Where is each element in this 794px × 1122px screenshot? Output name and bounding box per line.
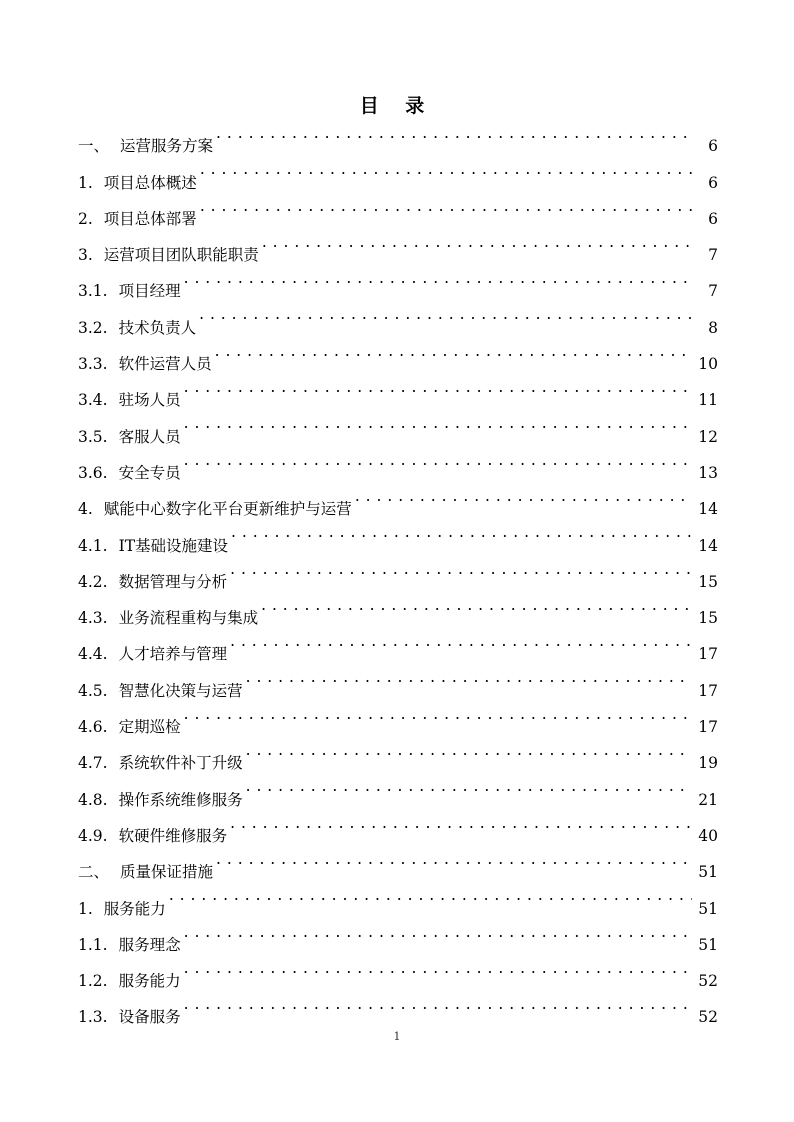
toc-entry-label: 服务理念 bbox=[118, 935, 181, 954]
toc-entry-page: 6 bbox=[708, 209, 718, 228]
toc-entry-label: 运营服务方案 bbox=[120, 137, 214, 156]
toc-entry-number: 1. bbox=[78, 173, 93, 192]
toc-dot-leader bbox=[231, 514, 692, 550]
toc-entry-label: 数据管理与分析 bbox=[118, 572, 228, 591]
toc-entry-number: 3.4. bbox=[78, 391, 108, 410]
toc-entry-label: IT基础设施建设 bbox=[118, 536, 229, 555]
toc-dot-leader bbox=[355, 478, 692, 514]
toc-entry-number: 3.5. bbox=[78, 427, 108, 446]
toc-entry-label: 服务能力 bbox=[118, 972, 181, 991]
toc-entry-number: 2. bbox=[78, 209, 93, 228]
toc-entry-page: 10 bbox=[698, 355, 718, 374]
toc-entry-page: 7 bbox=[708, 282, 718, 301]
toc-dot-leader bbox=[230, 551, 692, 587]
toc-entry-label: 驻场人员 bbox=[118, 391, 181, 410]
toc-entry-page: 12 bbox=[698, 427, 718, 446]
table-of-contents bbox=[78, 115, 718, 1027]
toc-entry-page: 8 bbox=[708, 318, 718, 337]
toc-entry-number: 1. bbox=[78, 899, 93, 918]
toc-entry-number: 4.2. bbox=[78, 572, 108, 591]
toc-entry-label: 客服人员 bbox=[118, 427, 181, 446]
toc-dot-leader bbox=[199, 296, 692, 332]
toc-entry-page: 51 bbox=[698, 899, 718, 918]
toc-entry-page: 17 bbox=[698, 645, 718, 664]
toc-entry-number: 一、 bbox=[78, 137, 110, 156]
toc-dot-leader bbox=[184, 986, 692, 1022]
toc-entry-page: 51 bbox=[698, 863, 718, 882]
toc-entry-label: 操作系统维修服务 bbox=[118, 790, 243, 809]
toc-dot-leader bbox=[216, 115, 692, 151]
toc-entry-number: 4.8. bbox=[78, 790, 108, 809]
toc-entry-page: 13 bbox=[698, 463, 718, 482]
toc-entry-number: 3.2. bbox=[78, 318, 108, 337]
toc-dot-leader bbox=[184, 405, 692, 441]
toc-entry-number: 3.6. bbox=[78, 463, 108, 482]
toc-entry-number: 1.1. bbox=[78, 935, 108, 954]
toc-entry-number: 4.5. bbox=[78, 681, 108, 700]
toc-entry-label: 人才培养与管理 bbox=[118, 645, 228, 664]
toc-entry-number: 3. bbox=[78, 246, 93, 265]
toc-entry-number: 二、 bbox=[78, 863, 110, 882]
toc-entry-page: 40 bbox=[698, 826, 718, 845]
toc-entry-label: 赋能中心数字化平台更新维护与运营 bbox=[103, 500, 352, 519]
toc-entry-page: 15 bbox=[698, 572, 718, 591]
toc-entry-number: 1.3. bbox=[78, 1008, 108, 1027]
toc-dot-leader bbox=[184, 696, 692, 732]
toc-dot-leader bbox=[261, 587, 692, 623]
toc-entry-number: 4.9. bbox=[78, 826, 108, 845]
toc-entry-label: 服务能力 bbox=[103, 899, 166, 918]
toc-entry-number: 1.2. bbox=[78, 972, 108, 991]
toc-entry-label: 技术负责人 bbox=[118, 318, 197, 337]
toc-entry-number: 3.1. bbox=[78, 282, 108, 301]
toc-entry-page: 51 bbox=[698, 935, 718, 954]
toc-entry-number: 4.6. bbox=[78, 718, 108, 737]
toc-entry-page: 52 bbox=[698, 1008, 718, 1027]
toc-dot-leader bbox=[216, 841, 692, 877]
toc-entry-page: 6 bbox=[708, 173, 718, 192]
toc-dot-leader bbox=[184, 260, 692, 296]
toc-entry-label: 质量保证措施 bbox=[120, 863, 214, 882]
toc-entry-page: 17 bbox=[698, 718, 718, 737]
toc-entry-number: 4. bbox=[78, 500, 93, 519]
toc-entry-page: 21 bbox=[698, 790, 718, 809]
toc-dot-leader bbox=[184, 950, 692, 986]
toc-entry-page: 19 bbox=[698, 754, 718, 773]
toc-entry-number: 4.1. bbox=[78, 536, 108, 555]
toc-entry-label: 软硬件维修服务 bbox=[118, 826, 228, 845]
toc-entry-label: 系统软件补丁升级 bbox=[118, 754, 243, 773]
toc-entry[interactable] bbox=[78, 115, 718, 156]
toc-dot-leader bbox=[169, 877, 692, 913]
toc-dot-leader bbox=[262, 224, 692, 260]
toc-dot-leader bbox=[200, 188, 692, 224]
toc-entry[interactable] bbox=[78, 877, 718, 918]
toc-dot-leader bbox=[200, 151, 692, 187]
toc-entry-page: 7 bbox=[708, 246, 718, 265]
toc-title: 目 录 bbox=[359, 95, 435, 117]
toc-entry-label: 软件运营人员 bbox=[118, 355, 212, 374]
toc-entry-label: 安全专员 bbox=[118, 463, 181, 482]
toc-entry-page: 15 bbox=[698, 609, 718, 628]
toc-entry-page: 6 bbox=[708, 137, 718, 156]
toc-entry-number: 4.3. bbox=[78, 609, 108, 628]
toc-entry-page: 11 bbox=[698, 391, 718, 410]
toc-entry[interactable] bbox=[78, 914, 718, 954]
toc-dot-leader bbox=[215, 333, 692, 369]
toc-dot-leader bbox=[184, 914, 692, 950]
toc-entry-number: 3.3. bbox=[78, 355, 108, 374]
page-number: 1 bbox=[393, 1030, 401, 1043]
toc-entry-page: 14 bbox=[698, 500, 718, 519]
toc-entry-number: 4.4. bbox=[78, 645, 108, 664]
toc-entry-label: 智慧化决策与运营 bbox=[118, 681, 243, 700]
toc-entry-number: 4.7. bbox=[78, 754, 108, 773]
toc-entry-page: 17 bbox=[698, 681, 718, 700]
toc-dot-leader bbox=[230, 805, 692, 841]
toc-entry-label: 设备服务 bbox=[118, 1008, 181, 1027]
toc-entry-label: 项目总体部署 bbox=[103, 209, 197, 228]
toc-entry-page: 52 bbox=[698, 972, 718, 991]
toc-dot-leader bbox=[246, 732, 692, 768]
toc-entry-label: 项目总体概述 bbox=[103, 173, 197, 192]
toc-dot-leader bbox=[184, 369, 692, 405]
toc-dot-leader bbox=[246, 768, 692, 804]
toc-dot-leader bbox=[230, 623, 692, 659]
toc-entry-label: 业务流程重构与集成 bbox=[118, 609, 259, 628]
toc-entry-page: 14 bbox=[698, 536, 718, 555]
toc-entry-label: 项目经理 bbox=[118, 282, 181, 301]
toc-entry-label: 运营项目团队职能职责 bbox=[103, 246, 259, 265]
toc-dot-leader bbox=[246, 659, 692, 695]
toc-dot-leader bbox=[184, 442, 692, 478]
toc-entry-label: 定期巡检 bbox=[118, 718, 181, 737]
